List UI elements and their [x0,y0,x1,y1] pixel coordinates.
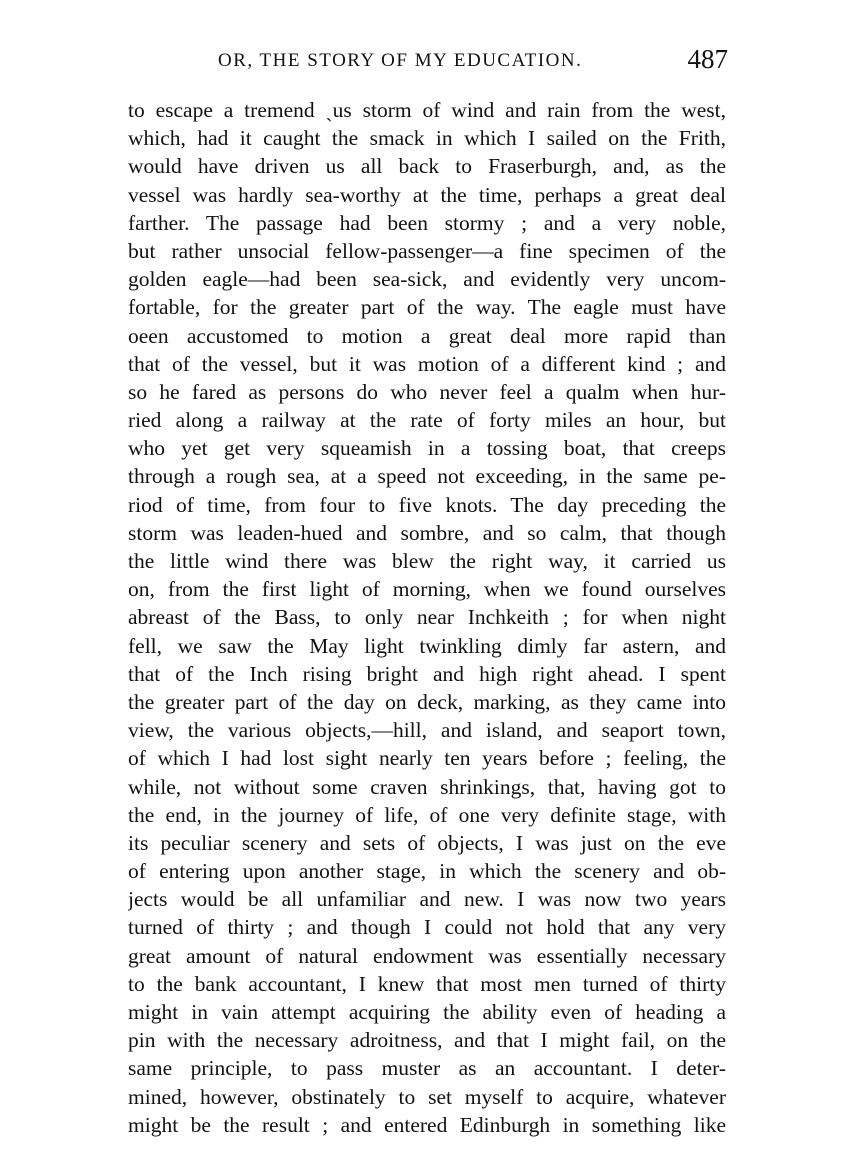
text-line: while, not without some craven shrinkings, that, having got to [128,774,726,799]
text-line: might in vain attempt acquiring the ability even of heading a [128,1000,726,1024]
text-line: which, had it caught the smack in which I sailed on the Frith, [128,126,726,151]
text-line: of which I had lost sight nearly ten years before ; feeling, the [128,746,726,771]
text-line: golden eagle—had been sea-sick, and evidently very uncom- [128,267,726,292]
text-line: that of the vessel, but it was motion of a different kind ; and [128,351,726,376]
text-line: turned of thirty ; and though I could not hold that any very [128,915,726,940]
text-line: but rather unsocial fellow-passenger—a fine specimen of the [128,238,726,263]
text-line: fell, we saw the May light twinkling dimly far astern, and [128,633,726,658]
text-line: through a rough sea, at a speed not exceeding, in the same pe- [128,464,726,489]
text-line: fortable, for the greater part of the way. The eagle must have [128,295,726,320]
text-line: farther. The passage had been stormy ; and a very noble, [128,210,726,235]
text-line: great amount of natural endowment was essentially necessary [128,943,726,968]
running-title: OR, THE STORY OF MY EDUCATION. [218,50,583,71]
text-line: jects would be all unfamiliar and new. I was now two years [128,887,726,912]
text-line: storm was leaden-hued and sombre, and so calm, that though [128,520,726,545]
text-line: vessel was hardly sea-worthy at the time, perhaps a great deal [128,182,726,207]
text-line: might be the result ; and entered Edinburgh in something like [128,1112,726,1137]
text-line: to escape a tremend ˏus storm of wind and rain from the west, [128,98,726,122]
body-text [128,96,726,1139]
text-line: abreast of the Bass, to only near Inchkeith ; for when night [128,605,726,630]
text-line: who yet get very squeamish in a tossing boat, that creeps [128,436,726,461]
page-number: 487 [687,44,728,74]
text-line: of entering upon another stage, in which the scenery and ob- [128,859,726,884]
running-head [128,44,728,84]
text-line: riod of time, from four to five knots. The day preceding the [128,492,726,517]
text-line: on, from the first light of morning, when we found ourselves [128,577,726,602]
text-line: view, the various objects,—hill, and island, and seaport town, [128,718,726,743]
text-line: its peculiar scenery and sets of objects, I was just on the eve [128,830,726,855]
text-line: the greater part of the day on deck, marking, as they came into [128,689,726,714]
text-line: oeen accustomed to motion a great deal more rapid than [128,323,726,348]
text-line: ried along a railway at the rate of forty miles an hour, but [128,408,726,433]
text-line: so he fared as persons do who never feel a qualm when hur- [128,379,726,404]
text-line: pin with the necessary adroitness, and that I might fail, on the [128,1028,726,1053]
text-line: the end, in the journey of life, of one very definite stage, with [128,802,726,827]
text-line: would have driven us all back to Fraserburgh, and, as the [128,154,726,179]
text-line: same principle, to pass muster as an accountant. I deter- [128,1056,726,1081]
text-line: mined, however, obstinately to set myself to acquire, whatever [128,1084,726,1109]
text-line: the little wind there was blew the right way, it carried us [128,549,726,573]
text-line: that of the Inch rising bright and high right ahead. I spent [128,661,726,686]
text-line: to the bank accountant, I knew that most men turned of thirty [128,971,726,996]
